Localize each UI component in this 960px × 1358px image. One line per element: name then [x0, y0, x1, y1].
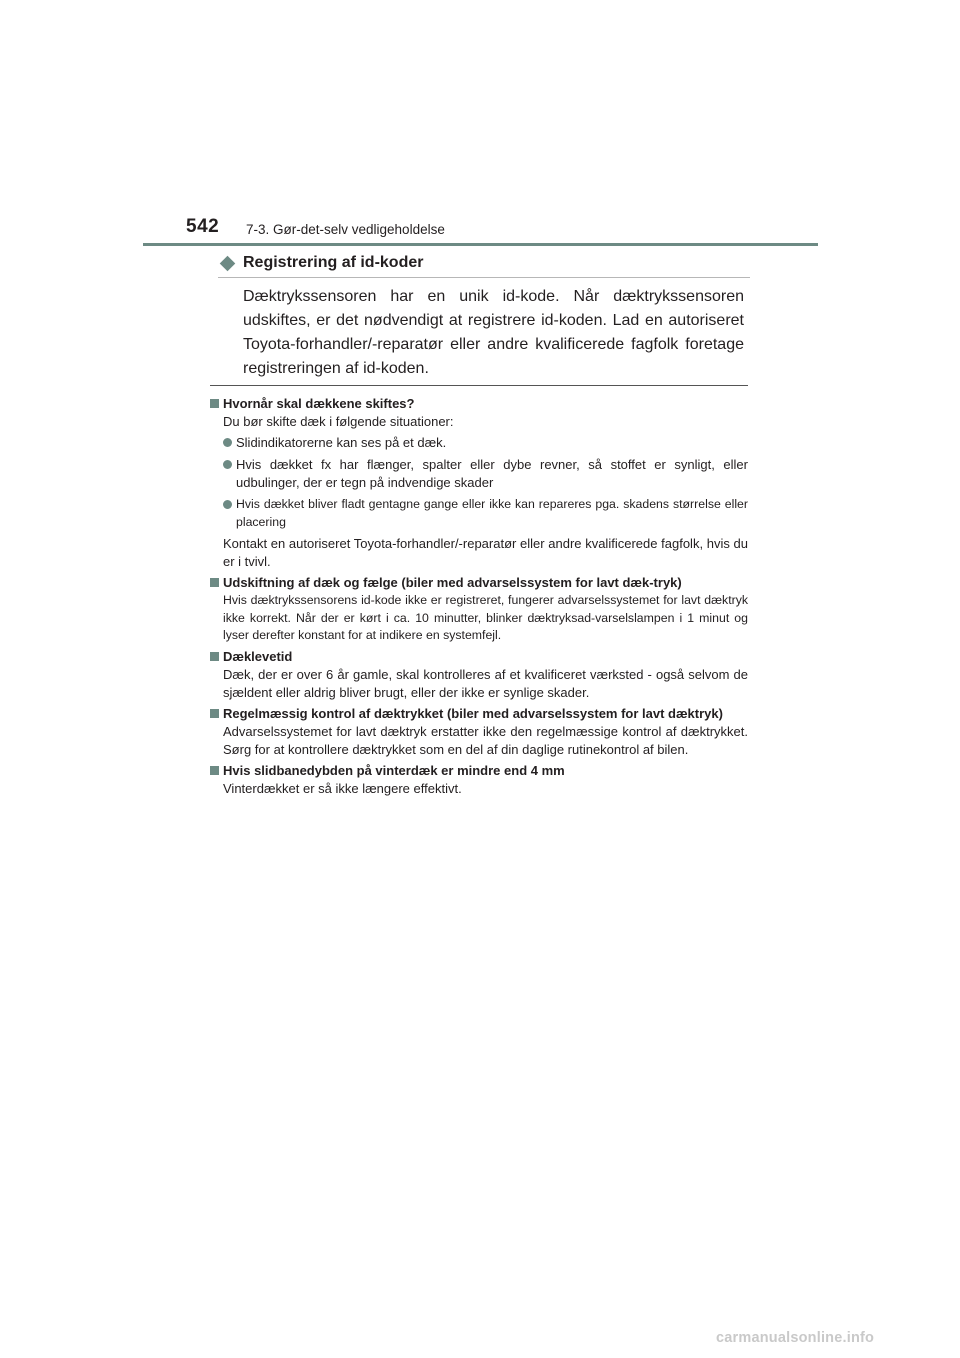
- note-heading: [210, 574, 748, 592]
- square-bullet-icon: [210, 766, 219, 775]
- list-item: [223, 496, 748, 531]
- note-body: Advarselssystemet for lavt dæktryk erstatter ikke den regelmæssige kontrol af dæktrykket. Sørg for at kontrollere dæktrykket som en del af din daglige rutinekontrol af bilen.: [223, 723, 748, 757]
- note-footer: Kontakt en autoriseret Toyota-forhandler/-reparatør eller andre kvalificerede fagfolk, hvis du er i tvivl.: [223, 536, 748, 569]
- subheading: [218, 254, 750, 278]
- note-title: Hvornår skal dækkene skiftes?: [223, 396, 415, 411]
- note-heading: [210, 705, 748, 723]
- circle-bullet-icon: [223, 460, 232, 469]
- note-title: Dæklevetid: [223, 648, 293, 664]
- diamond-icon: [220, 255, 236, 271]
- note-body: Dæk, der er over 6 år gamle, skal kontrolleres af et kvalificeret værksted - også selvom de sjældent eller aldrig bliver brugt, eller der ikke er synlige skader.: [223, 666, 748, 700]
- page-number: 542: [186, 216, 220, 237]
- list-item-text: Hvis dækket bliver fladt gentagne gange eller ikke kan repareres pga. skadens størrelse eller placering: [236, 497, 748, 529]
- square-bullet-icon: [210, 399, 219, 408]
- intro-paragraph: Dæktrykssensoren har en unik id-kode. Når dæktrykssensoren udskiftes, er det nødvendigt at registrere id-koden. Lad en autoriseret Toyota-forhandler/-reparatør eller andre kvalificerede fagfolk foretage registreringen af id-koden.: [243, 288, 744, 377]
- note-heading: [210, 762, 748, 780]
- note-heading: [210, 648, 748, 666]
- watermark-text: carmanualsonline.info: [716, 1330, 875, 1346]
- header-rule: [143, 243, 818, 246]
- list-item-text: Slidindikatorerne kan ses på et dæk.: [236, 435, 447, 450]
- square-bullet-icon: [210, 652, 219, 661]
- bullet-list: [223, 434, 748, 531]
- circle-bullet-icon: [223, 500, 232, 509]
- subheading-title: Registrering af id-koder: [243, 254, 424, 271]
- note-title: Hvis slidbanedybden på vinterdæk er mindre end 4 mm: [223, 762, 565, 778]
- list-item: [223, 456, 748, 492]
- section-title: 7-3. Gør-det-selv vedligeholdelse: [246, 222, 445, 237]
- square-bullet-icon: [210, 709, 219, 718]
- note-tire-lifetime: [210, 648, 748, 702]
- note-title: Udskiftning af dæk og fælge (biler med advarselssystem for lavt dæk-tryk): [223, 575, 682, 590]
- circle-bullet-icon: [223, 438, 232, 447]
- note-pressure-check: [210, 705, 748, 759]
- note-body: Du bør skifte dæk i følgende situationer:: [223, 414, 454, 429]
- note-heading: [210, 395, 748, 413]
- square-bullet-icon: [210, 578, 219, 587]
- note-tire-replacement: [210, 574, 748, 645]
- note-body: Vinterdækket er så ikke længere effektivt.: [223, 780, 462, 796]
- list-item-text: Hvis dækket fx har flænger, spalter eller dybe revner, så stoffet er synligt, eller udbulinger, der er tegn på indvendige skader: [236, 457, 748, 490]
- note-body: Hvis dæktrykssensorens id-kode ikke er registreret, fungerer advarselssystemet for lavt dæktryk ikke korrekt. Når der er kørt i ca. 10 minutter, blinker dæktryksad-varselslampen i 1 minut og lyser derefter konstant for at indikere en systemfejl.: [223, 593, 748, 642]
- note-winter-tires: [210, 762, 748, 798]
- divider: [210, 385, 748, 386]
- note-tire-change: [210, 395, 748, 571]
- note-title: Regelmæssig kontrol af dæktrykket (biler med advarselssystem for lavt dæktryk): [223, 705, 723, 721]
- notes-section: [210, 395, 748, 801]
- list-item: [223, 434, 748, 452]
